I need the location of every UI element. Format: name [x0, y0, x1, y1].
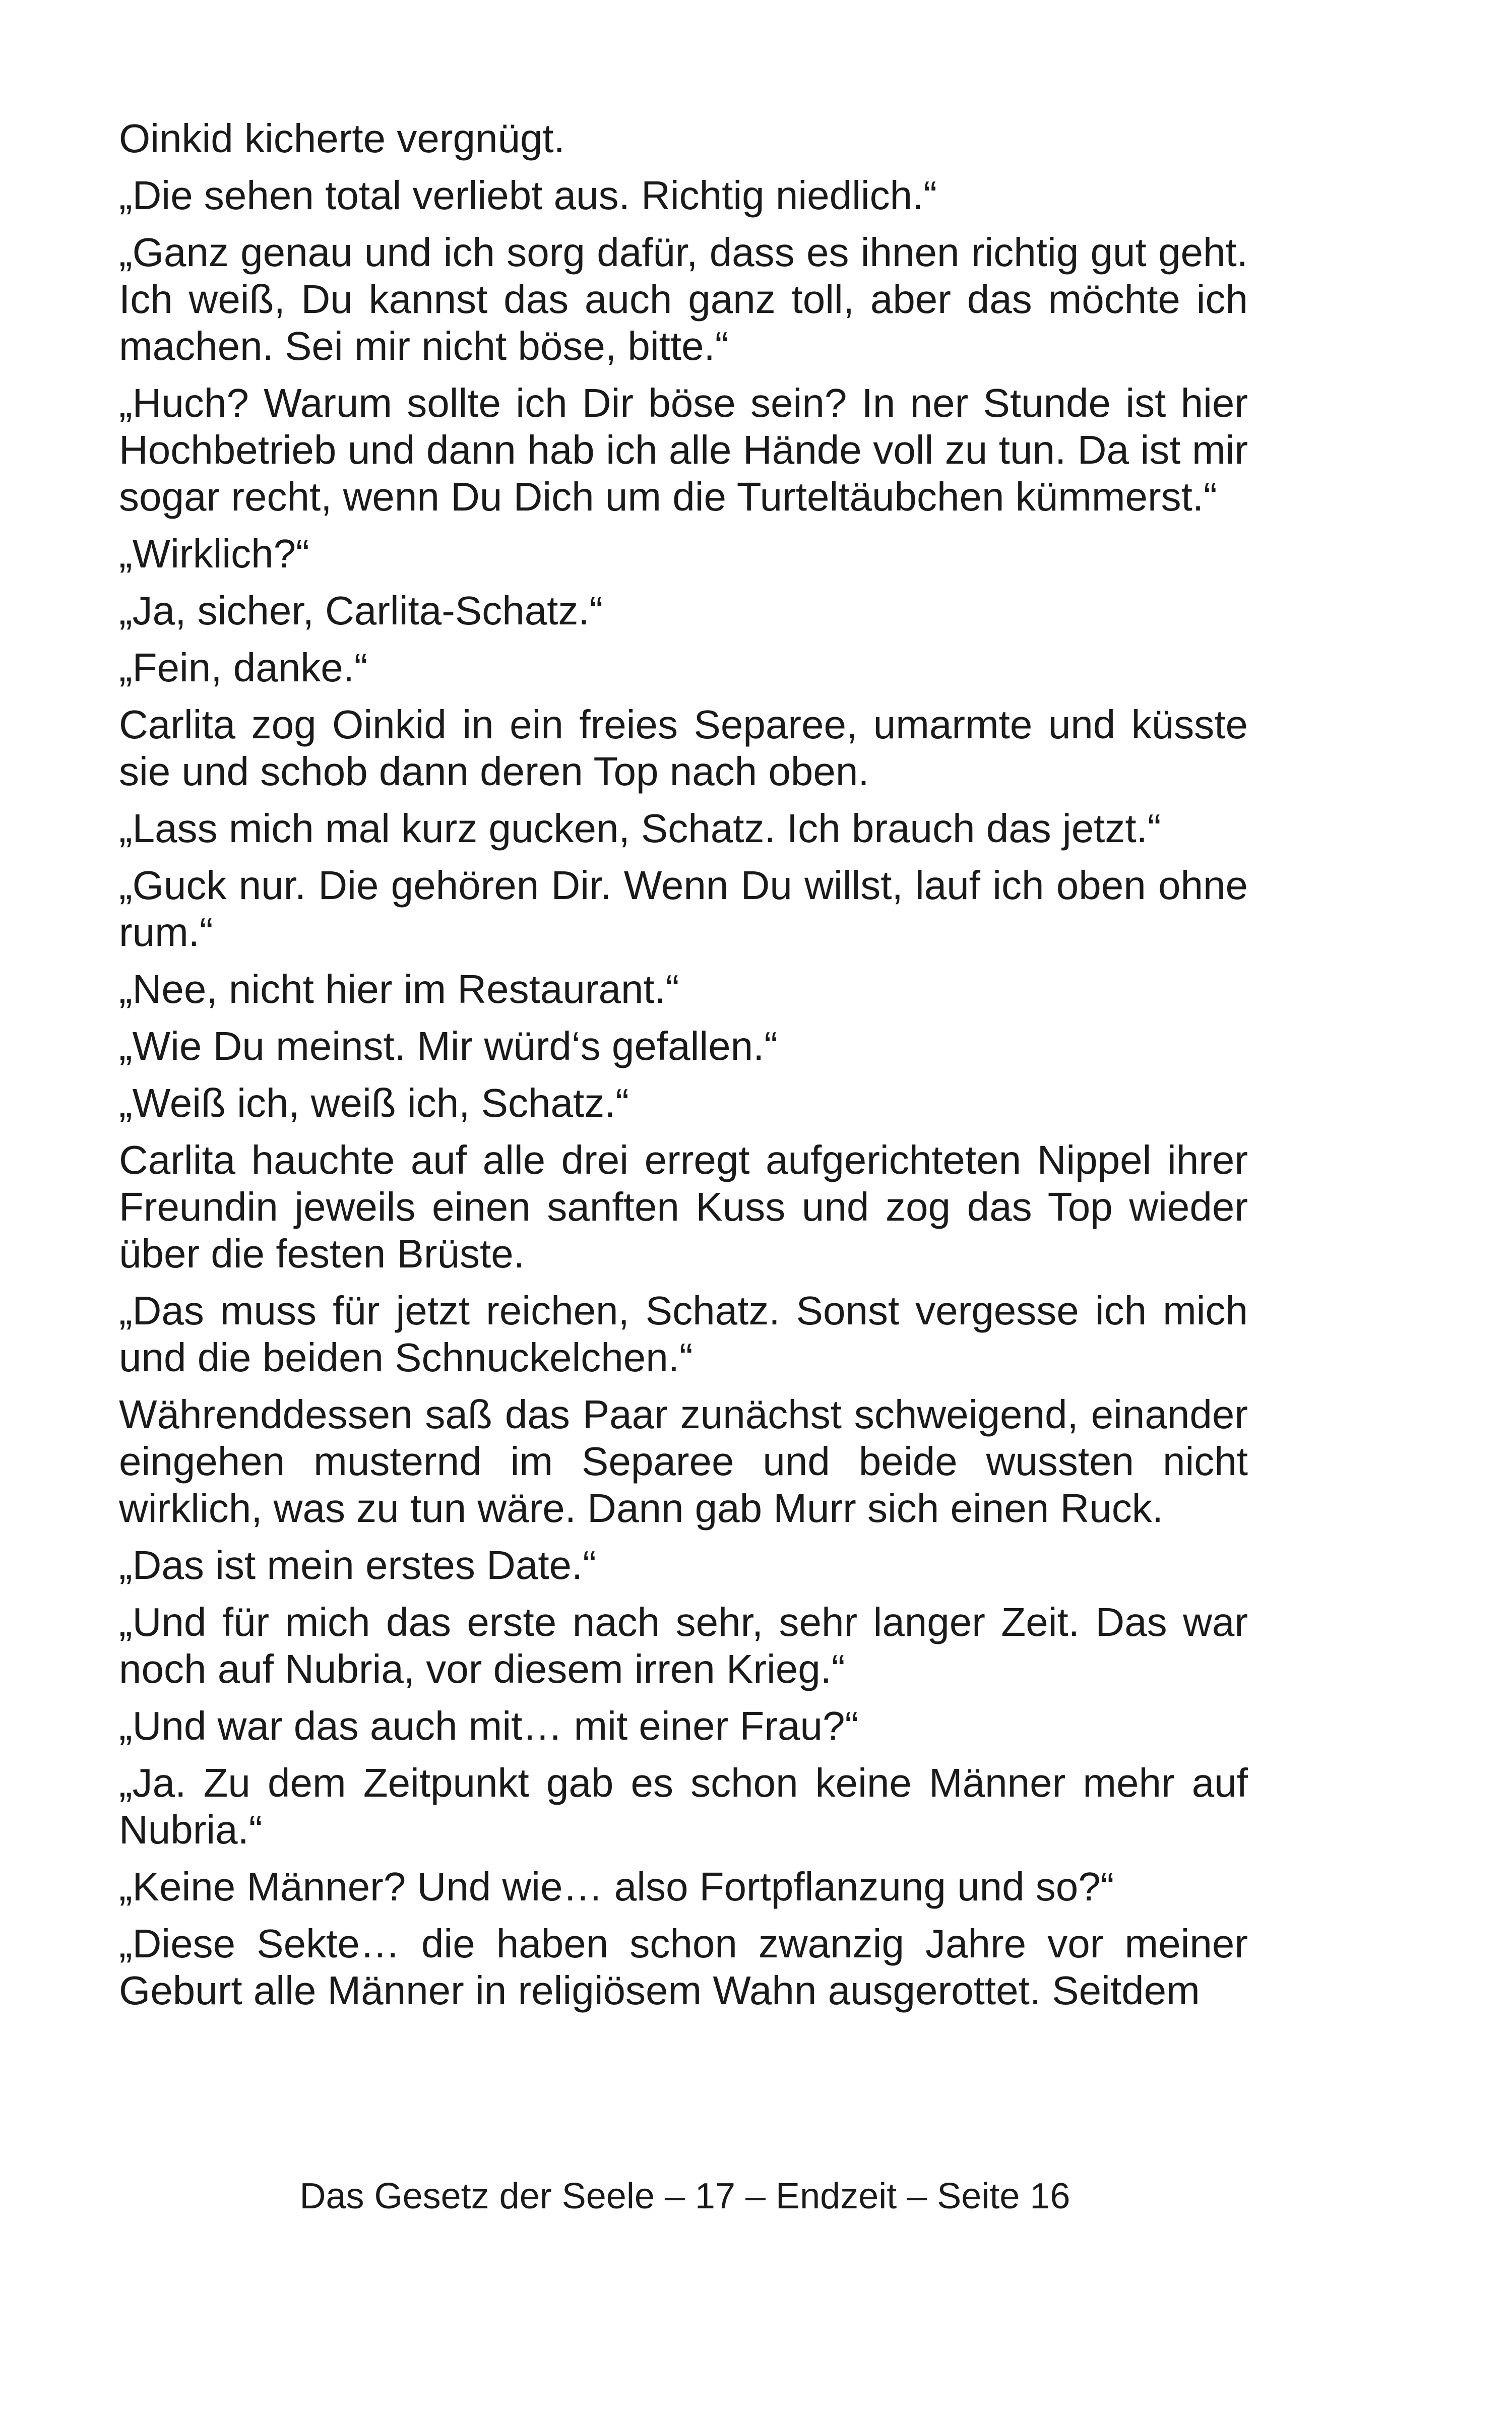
paragraph: „Weiß ich, weiß ich, Schatz.“ — [119, 1080, 629, 1125]
paragraph: „Lass mich mal kurz gucken, Schatz. Ich brauch das jetzt.“ — [119, 806, 1161, 851]
paragraph: „Diese Sekte… die haben schon zwanzig Jahre vor meiner Geburt alle Männer in religiösem Wahn ausgerottet. Seitdem — [119, 1921, 1248, 2013]
paragraph: „Ganz genau und ich sorg dafür, dass es ihnen richtig gut geht. Ich weiß, Du kannst das auch ganz toll, aber das möchte ich machen. Sei mir nicht böse, bitte.“ — [119, 230, 1248, 368]
page-footer: Das Gesetz der Seele – 17 – Endzeit – Seite 16 — [299, 2176, 1070, 2216]
paragraph: „Wie Du meinst. Mir würd‘s gefallen.“ — [119, 1024, 778, 1068]
paragraph: „Huch? Warum sollte ich Dir böse sein? In ner Stunde ist hier Hochbetrieb und dann hab ich alle Hände voll zu tun. Da ist mir sogar recht, wenn Du Dich um die Turteltäubchen kümmerst.“ — [119, 380, 1248, 519]
paragraph: „Und für mich das erste nach sehr, sehr langer Zeit. Das war noch auf Nubria, vor diesem irren Krieg.“ — [119, 1600, 1248, 1691]
paragraph: „Das ist mein erstes Date.“ — [119, 1543, 596, 1587]
paragraph: Carlita zog Oinkid in ein freies Separee, umarmte und küsste sie und schob dann deren Top nach oben. — [119, 702, 1248, 794]
page-body — [119, 115, 1248, 2024]
paragraph: „Wirklich?“ — [119, 531, 309, 576]
paragraph: „Guck nur. Die gehören Dir. Wenn Du willst, lauf ich oben ohne rum.“ — [119, 863, 1248, 955]
paragraph: Währenddessen saß das Paar zunächst schweigend, einander eingehen musternd im Separee und beide wussten nicht wirklich, was zu tun wäre. Dann gab Murr sich einen Ruck. — [119, 1392, 1248, 1531]
paragraph: Oinkid kicherte vergnügt. — [119, 116, 565, 161]
paragraph: „Keine Männer? Und wie… also Fortpflanzung und so?“ — [119, 1864, 1114, 1909]
paragraph: „Nee, nicht hier im Restaurant.“ — [119, 967, 679, 1011]
paragraph: „Fein, danke.“ — [119, 645, 368, 690]
paragraph: „Ja. Zu dem Zeitpunkt gab es schon keine Männer mehr auf Nubria.“ — [119, 1760, 1248, 1852]
paragraph: „Und war das auch mit… mit einer Frau?“ — [119, 1703, 859, 1748]
paragraph: „Die sehen total verliebt aus. Richtig niedlich.“ — [119, 173, 937, 218]
paragraph: „Ja, sicher, Carlita-Schatz.“ — [119, 588, 603, 633]
paragraph: „Das muss für jetzt reichen, Schatz. Sonst vergesse ich mich und die beiden Schnuckelchen.“ — [119, 1288, 1248, 1380]
paragraph: Carlita hauchte auf alle drei erregt aufgerichteten Nippel ihrer Freundin jeweils einen sanften Kuss und zog das Top wieder über die festen Brüste. — [119, 1137, 1248, 1276]
